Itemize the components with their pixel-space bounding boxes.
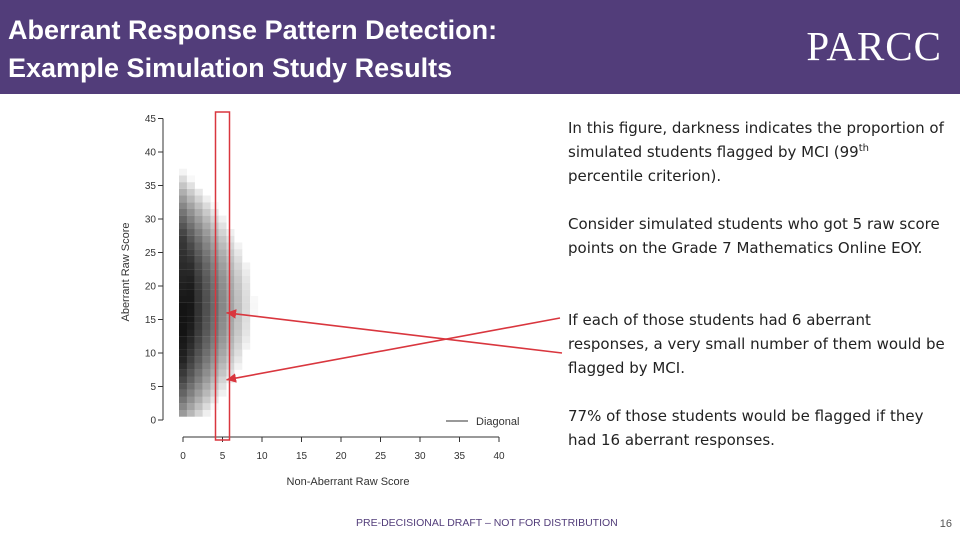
heatmap-cell [195,336,203,343]
x-tick-label: 20 [335,451,347,462]
heatmap-cell [226,289,234,296]
heatmap-cell [226,336,234,343]
heatmap-cell [211,216,219,223]
heatmap-cell [195,309,203,316]
heatmap-cell [203,350,211,357]
heatmap-cell [179,370,187,377]
heatmap-cell [179,390,187,397]
heatmap-cell [211,383,219,390]
x-tick-label: 30 [414,451,426,462]
heatmap-cell [179,202,187,209]
heatmap-cell [211,209,219,216]
heatmap-cell [195,296,203,303]
x-tick-label: 10 [256,451,268,462]
heatmap-cell [211,390,219,397]
heatmap-cell [195,242,203,249]
heatmap-cell [219,249,227,256]
y-tick-label: 45 [144,114,156,125]
heatmap-cell [203,330,211,337]
heatmap-cell [195,256,203,263]
heatmap-cell [219,236,227,243]
heatmap-cell [195,209,203,216]
heatmap-cell [195,189,203,196]
heatmap-cell [179,410,187,417]
heatmap-cell [226,236,234,243]
heatmap-cell [195,330,203,337]
heatmap-cell [179,316,187,323]
heatmap-cell [211,403,219,410]
heatmap-cell [234,276,242,283]
heatmap-cell [195,289,203,296]
heatmap-cell [195,222,203,229]
heatmap-cell [179,343,187,350]
heatmap-cell [179,249,187,256]
y-tick-label: 35 [144,181,156,192]
heatmap-cell [203,403,211,410]
heatmap-cell [179,242,187,249]
heatmap-cell [179,196,187,203]
heatmap-cell [195,216,203,223]
heatmap-cell [187,276,195,283]
heatmap-cell [195,202,203,209]
heatmap-cell [234,330,242,337]
heatmap-cell [179,263,187,270]
heatmap-cell [195,249,203,256]
heatmap-cell [187,216,195,223]
note-consider: Consider simulated students who got 5 raw score points on the Grade 7 Mathematics Online EOY. [568,215,940,257]
heatmap-cell [195,363,203,370]
heatmap-cell [203,242,211,249]
heatmap-cell [234,343,242,350]
heatmap-cell [211,249,219,256]
heatmap-cell [203,383,211,390]
heatmap-cell [187,269,195,276]
heatmap-cell [242,296,250,303]
annotation-arrows [227,313,563,380]
heatmap-cell [242,323,250,330]
heatmap-cell [187,175,195,182]
heatmap-cell [234,296,242,303]
heatmap-cell [179,222,187,229]
heatmap-cell [187,370,195,377]
y-tick-label: 30 [144,214,156,226]
heatmap-cell [226,269,234,276]
heatmap-cell [195,269,203,276]
heatmap-cell [179,363,187,370]
heatmap-cell [187,303,195,310]
heatmap-cell [211,229,219,236]
heatmap-cell [211,303,219,310]
heatmap-cell [187,236,195,243]
heatmap-cell [187,403,195,410]
heatmap-cell [242,303,250,310]
heatmap-cell [211,316,219,323]
heatmap-cell [195,196,203,203]
y-tick-label: 25 [144,248,156,259]
heatmap-cell [211,343,219,350]
heatmap-cell [234,363,242,370]
heatmap-cell [226,370,234,377]
heatmap-cell [203,209,211,216]
heatmap-cell [226,283,234,290]
heatmap-cell [234,263,242,270]
heatmap-cell [219,229,227,236]
heatmap-cell [195,263,203,270]
heatmap-cell [226,356,234,363]
heatmap-cell [195,410,203,417]
heatmap-cell [219,330,227,337]
heatmap-cell [234,316,242,323]
heatmap-cell [203,303,211,310]
y-tick-label: 0 [150,415,156,427]
heatmap-cell [195,316,203,323]
heatmap-cell [195,370,203,377]
heatmap-cell [219,370,227,377]
heatmap-cell [203,269,211,276]
heatmap-cell [211,289,219,296]
heatmap-cell [219,242,227,249]
heatmap-cell [234,256,242,263]
heatmap-cell [179,356,187,363]
heatmap-cell [187,309,195,316]
heatmap-cell [203,370,211,377]
heatmap-cell [179,269,187,276]
heatmap-cell [211,283,219,290]
x-tick-label: 40 [493,451,505,462]
heatmap-cell [187,390,195,397]
heatmap-cell [211,397,219,404]
heatmap-cell [195,303,203,310]
heatmap-cell [203,336,211,343]
heatmap-cell [226,263,234,270]
heatmap-cell [203,216,211,223]
heatmap-cell [203,202,211,209]
heatmap-cell [219,376,227,383]
heatmap-cell [203,296,211,303]
heatmap-cell [219,363,227,370]
heatmap-cell [187,343,195,350]
heatmap-cell [211,263,219,270]
heatmap-cell [187,397,195,404]
heatmap-cell [234,269,242,276]
heatmap-cell [226,296,234,303]
y-axis-title: Aberrant Raw Score [120,222,132,322]
x-axis-title: Non-Aberrant Raw Score [286,476,410,488]
heatmap-cell [211,309,219,316]
heatmap-cell [187,363,195,370]
heatmap-cell [187,283,195,290]
heatmap-cell [179,236,187,243]
heatmap-cell [226,350,234,357]
parcc-logo: PARCC [806,23,942,69]
heatmap-cell [203,316,211,323]
heatmap-cell [219,283,227,290]
heatmap-cell [226,229,234,236]
heatmap-cell [187,376,195,383]
heatmap-cell [211,323,219,330]
heatmap-cell [187,256,195,263]
heatmap-cell [211,356,219,363]
heatmap-cell [219,350,227,357]
heatmap-cell [187,222,195,229]
heatmap-cell [187,410,195,417]
heatmap-cell [179,216,187,223]
note-sixteen-aberrant: 77% of those students would be flagged if they had 16 aberrant responses. [568,407,924,449]
heatmap-cell [203,397,211,404]
heatmap-cell [179,276,187,283]
heatmap-cell [187,383,195,390]
heatmap-cell [203,410,211,417]
heatmap-cell [187,229,195,236]
heatmap-cell [203,289,211,296]
heatmap-cell [195,376,203,383]
heatmap-cell [219,383,227,390]
heatmap-cell [195,397,203,404]
heatmap-cell [219,289,227,296]
heatmap-cell [179,397,187,404]
heatmap-cell [187,189,195,196]
heatmap-cell [219,256,227,263]
heatmap-cell [203,256,211,263]
heatmap-cell [195,403,203,410]
heatmap-cell [179,296,187,303]
heatmap-cell [219,390,227,397]
heatmap-cell [179,376,187,383]
x-tick-label: 15 [295,451,308,462]
annotation-arrow [227,313,563,353]
heatmap-cells [179,169,258,417]
heatmap-cell [203,222,211,229]
heatmap-cell [203,249,211,256]
heatmap-cell [195,323,203,330]
footer-disclaimer: PRE-DECISIONAL DRAFT – NOT FOR DISTRIBUTION [356,517,618,529]
heatmap-cell [211,363,219,370]
heatmap-cell [187,242,195,249]
heatmap-cell [179,175,187,182]
heatmap-cell [203,283,211,290]
heatmap-cell [187,336,195,343]
heatmap-cell [211,236,219,243]
heatmap-cell [187,356,195,363]
y-tick-label: 20 [144,281,156,293]
heatmap-cell [179,336,187,343]
heatmap-cell [219,276,227,283]
heatmap-cell [179,229,187,236]
heatmap-cell [203,390,211,397]
heatmap-cell [187,350,195,357]
legend-diagonal-label: Diagonal [476,416,520,428]
title-line-2: Example Simulation Study Results [8,53,453,83]
heatmap-cell [203,363,211,370]
heatmap-cell [179,182,187,189]
heatmap-cell [211,242,219,249]
heatmap-cell [234,242,242,249]
heatmap-cell [219,336,227,343]
heatmap-cell [250,296,258,303]
heatmap-cell [211,370,219,377]
heatmap-cell [203,196,211,203]
heatmap-cell [211,269,219,276]
heatmap-cell [187,202,195,209]
heatmap-cell [211,256,219,263]
heatmap-cell [234,289,242,296]
heatmap-cell [179,350,187,357]
heatmap-cell [203,236,211,243]
heatmap-cell [195,276,203,283]
x-tick-label: 0 [180,451,186,462]
heatmap-cell [226,256,234,263]
heatmap-cell [242,343,250,350]
heatmap-cell [242,336,250,343]
heatmap-cell [242,330,250,337]
heatmap-cell [211,350,219,357]
heatmap-cell [203,276,211,283]
y-tick-label: 40 [144,147,156,159]
heatmap-cell [226,330,234,337]
heatmap-cell [219,356,227,363]
heatmap-cell [187,263,195,270]
heatmap-cell [203,229,211,236]
heatmap-cell [242,289,250,296]
heatmap-cell [187,182,195,189]
heatmap-cell [211,202,219,209]
heatmap-cell [226,303,234,310]
heatmap-cell [195,390,203,397]
heatmap-cell [242,263,250,270]
heatmap-cell [179,309,187,316]
note-six-aberrant: If each of those students had 6 aberrant responses, a very small number of them would be flagged by MCI. [568,311,945,377]
heatmap-cell [203,263,211,270]
heatmap-cell [203,343,211,350]
heatmap-cell [187,296,195,303]
heatmap-cell [195,283,203,290]
heatmap-cell [179,169,187,176]
heatmap-cell [195,343,203,350]
heatmap-cell [195,350,203,357]
note-darkness: In this figure, darkness indicates the proportion of simulated students flagged by MCI (99th percentile criterion). [568,119,944,185]
heatmap-cell [226,276,234,283]
heatmap-cell [250,303,258,310]
heatmap-cell [187,209,195,216]
heatmap-cell [226,316,234,323]
heatmap-cell [234,303,242,310]
heatmap-cell [203,376,211,383]
x-tick-label: 25 [374,451,387,462]
heatmap-cell [179,303,187,310]
heatmap-cell [203,323,211,330]
heatmap-cell [219,343,227,350]
y-tick-label: 15 [144,315,156,326]
heatmap-cell [179,283,187,290]
heatmap-cell [234,283,242,290]
heatmap-cell [187,330,195,337]
heatmap-cell [179,323,187,330]
heatmap-cell [234,350,242,357]
heatmap-cell [242,276,250,283]
heatmap-cell [179,383,187,390]
annotation-arrow [227,318,561,380]
heatmap-cell [219,323,227,330]
heatmap-cell [234,356,242,363]
page-number: 16 [939,518,952,530]
heatmap-cell [195,383,203,390]
heatmap-cell [187,323,195,330]
heatmap-cell [226,323,234,330]
heatmap-cell [226,363,234,370]
x-tick-label: 5 [219,451,226,462]
heatmap-cell [211,222,219,229]
heatmap-cell [179,256,187,263]
heatmap-cell [219,316,227,323]
heatmap-cell [242,316,250,323]
heatmap-cell [187,289,195,296]
heatmap-cell [195,236,203,243]
heatmap-cell [226,242,234,249]
heatmap-cell [179,330,187,337]
heatmap-cell [187,249,195,256]
heatmap-cell [211,336,219,343]
heatmap-cell [219,303,227,310]
heatmap-cell [226,249,234,256]
heatmap-cell [187,196,195,203]
heatmap-cell [219,263,227,270]
heatmap-cell [179,403,187,410]
heatmap-cell [187,316,195,323]
heatmap-cell [211,330,219,337]
title-line-1: Aberrant Response Pattern Detection: [8,15,498,45]
heatmap-cell [242,283,250,290]
heatmap-cell [219,309,227,316]
heatmap-cell [234,249,242,256]
heatmap-cell [219,296,227,303]
heatmap-cell [234,323,242,330]
heatmap-cell [179,189,187,196]
heatmap-cell [179,209,187,216]
heatmap-cell [203,356,211,363]
heatmap-cell [211,296,219,303]
heatmap-cell [226,343,234,350]
y-tick-label: 5 [150,382,156,393]
heatmap-cell [219,269,227,276]
heatmap-cell [234,336,242,343]
heatmap-cell [211,376,219,383]
heatmap-cell [242,269,250,276]
heatmap-cell [219,222,227,229]
heatmap-cell [195,356,203,363]
y-tick-label: 10 [144,348,156,360]
heatmap-cell [219,216,227,223]
heatmap-cell [195,229,203,236]
heatmap-cell [211,276,219,283]
heatmap-cell [203,309,211,316]
x-tick-label: 35 [453,451,466,462]
heatmap-cell [179,289,187,296]
